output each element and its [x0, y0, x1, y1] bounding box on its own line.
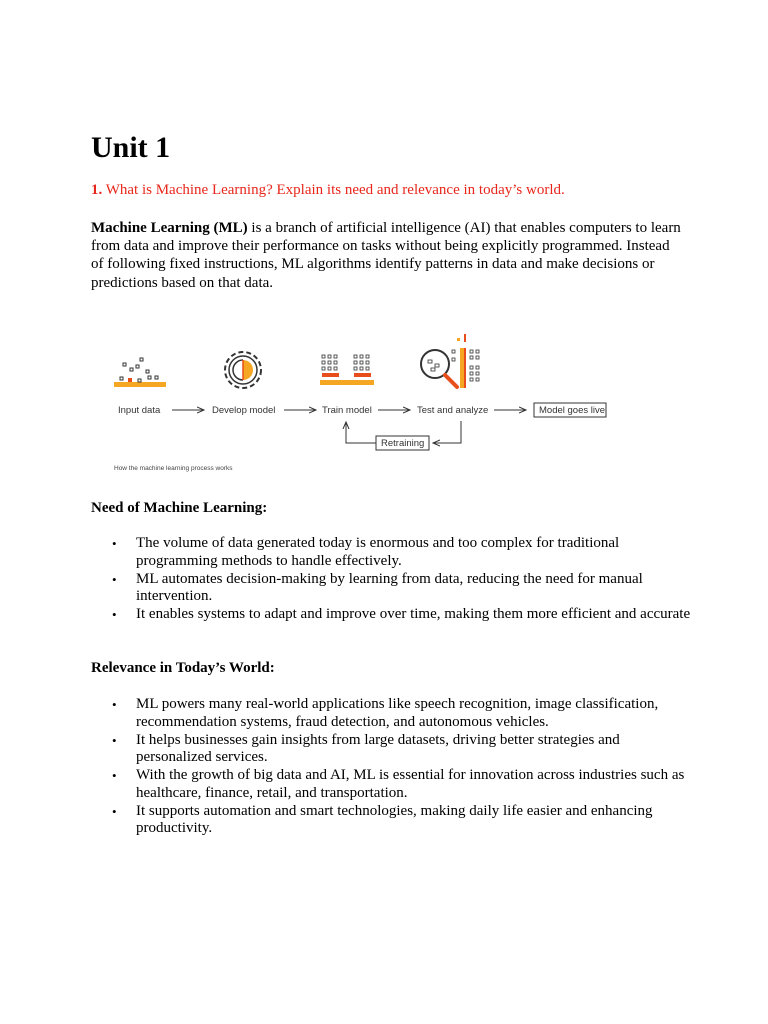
step-model-goes-live: Model goes live — [539, 405, 606, 416]
bullet-glyph: • — [112, 536, 117, 551]
retraining-loop-right — [433, 421, 461, 443]
step-train-model: Train model — [322, 405, 372, 416]
relevance-list — [91, 696, 691, 838]
bullet-glyph: • — [112, 571, 117, 587]
bullet-glyph: • — [112, 607, 117, 623]
list-item: • It helps businesses gain insights from large datasets, driving better strategies and personalized services. — [112, 731, 620, 766]
list-item: • ML automates decision-making by learning from data, reducing the need for manual intervention. — [112, 570, 643, 605]
diagram-caption: How the machine learning process works — [114, 465, 233, 472]
intro-paragraph — [91, 219, 681, 292]
list-item: • With the growth of big data and AI, ML is essential for innovation across industries such as healthcare, finance, retail, and transportation. — [112, 767, 685, 801]
relevance-heading: Relevance in Today’s World: — [91, 660, 275, 676]
bullet-glyph: • — [112, 803, 117, 819]
bullet-glyph: • — [112, 768, 117, 784]
list-item: • It enables systems to adapt and improve over time, making them more efficient and accurate — [112, 606, 691, 623]
need-heading: Need of Machine Learning: — [91, 500, 268, 516]
list-item: • The volume of data generated today is enormous and too complex for traditional programming methods to handle effectively. — [112, 535, 620, 569]
bullet-glyph: • — [112, 732, 117, 748]
gear-icon — [225, 352, 261, 388]
bullet-glyph: • — [112, 697, 117, 712]
intro-term: Machine Learning (ML) — [91, 220, 248, 236]
question-body: What is Machine Learning? Explain its need and relevance in today’s world. — [102, 182, 565, 198]
magnifier-icon — [421, 334, 479, 388]
step-develop-model: Develop model — [212, 405, 276, 416]
page-title: Unit 1 — [91, 131, 171, 164]
input-data-icon — [114, 358, 166, 387]
step-test-analyze: Test and analyze — [417, 405, 489, 416]
train-model-icon — [320, 355, 374, 385]
list-item: • ML powers many real-world applications like speech recognition, image classification, recommendation systems, fraud detection, and autonomous vehicles. — [112, 696, 659, 730]
ml-process-diagram — [108, 330, 628, 480]
retraining-label: Retraining — [381, 438, 425, 449]
question-number: 1. — [91, 182, 103, 198]
intro-body: is a branch of artificial intelligence (AI) that enables computers to learn from data and improve their performance on tasks without being explicitly programmed. Instead of following fixed instructions, ML algorithms identify patterns in data and make decisions or predictions based on that data. — [91, 220, 681, 291]
need-list — [91, 535, 691, 624]
question-text — [91, 181, 565, 200]
list-item: • It supports automation and smart technologies, making daily life easier and enhancing productivity. — [112, 802, 653, 837]
step-input-data: Input data — [118, 405, 161, 416]
retraining-loop-left — [346, 422, 376, 443]
